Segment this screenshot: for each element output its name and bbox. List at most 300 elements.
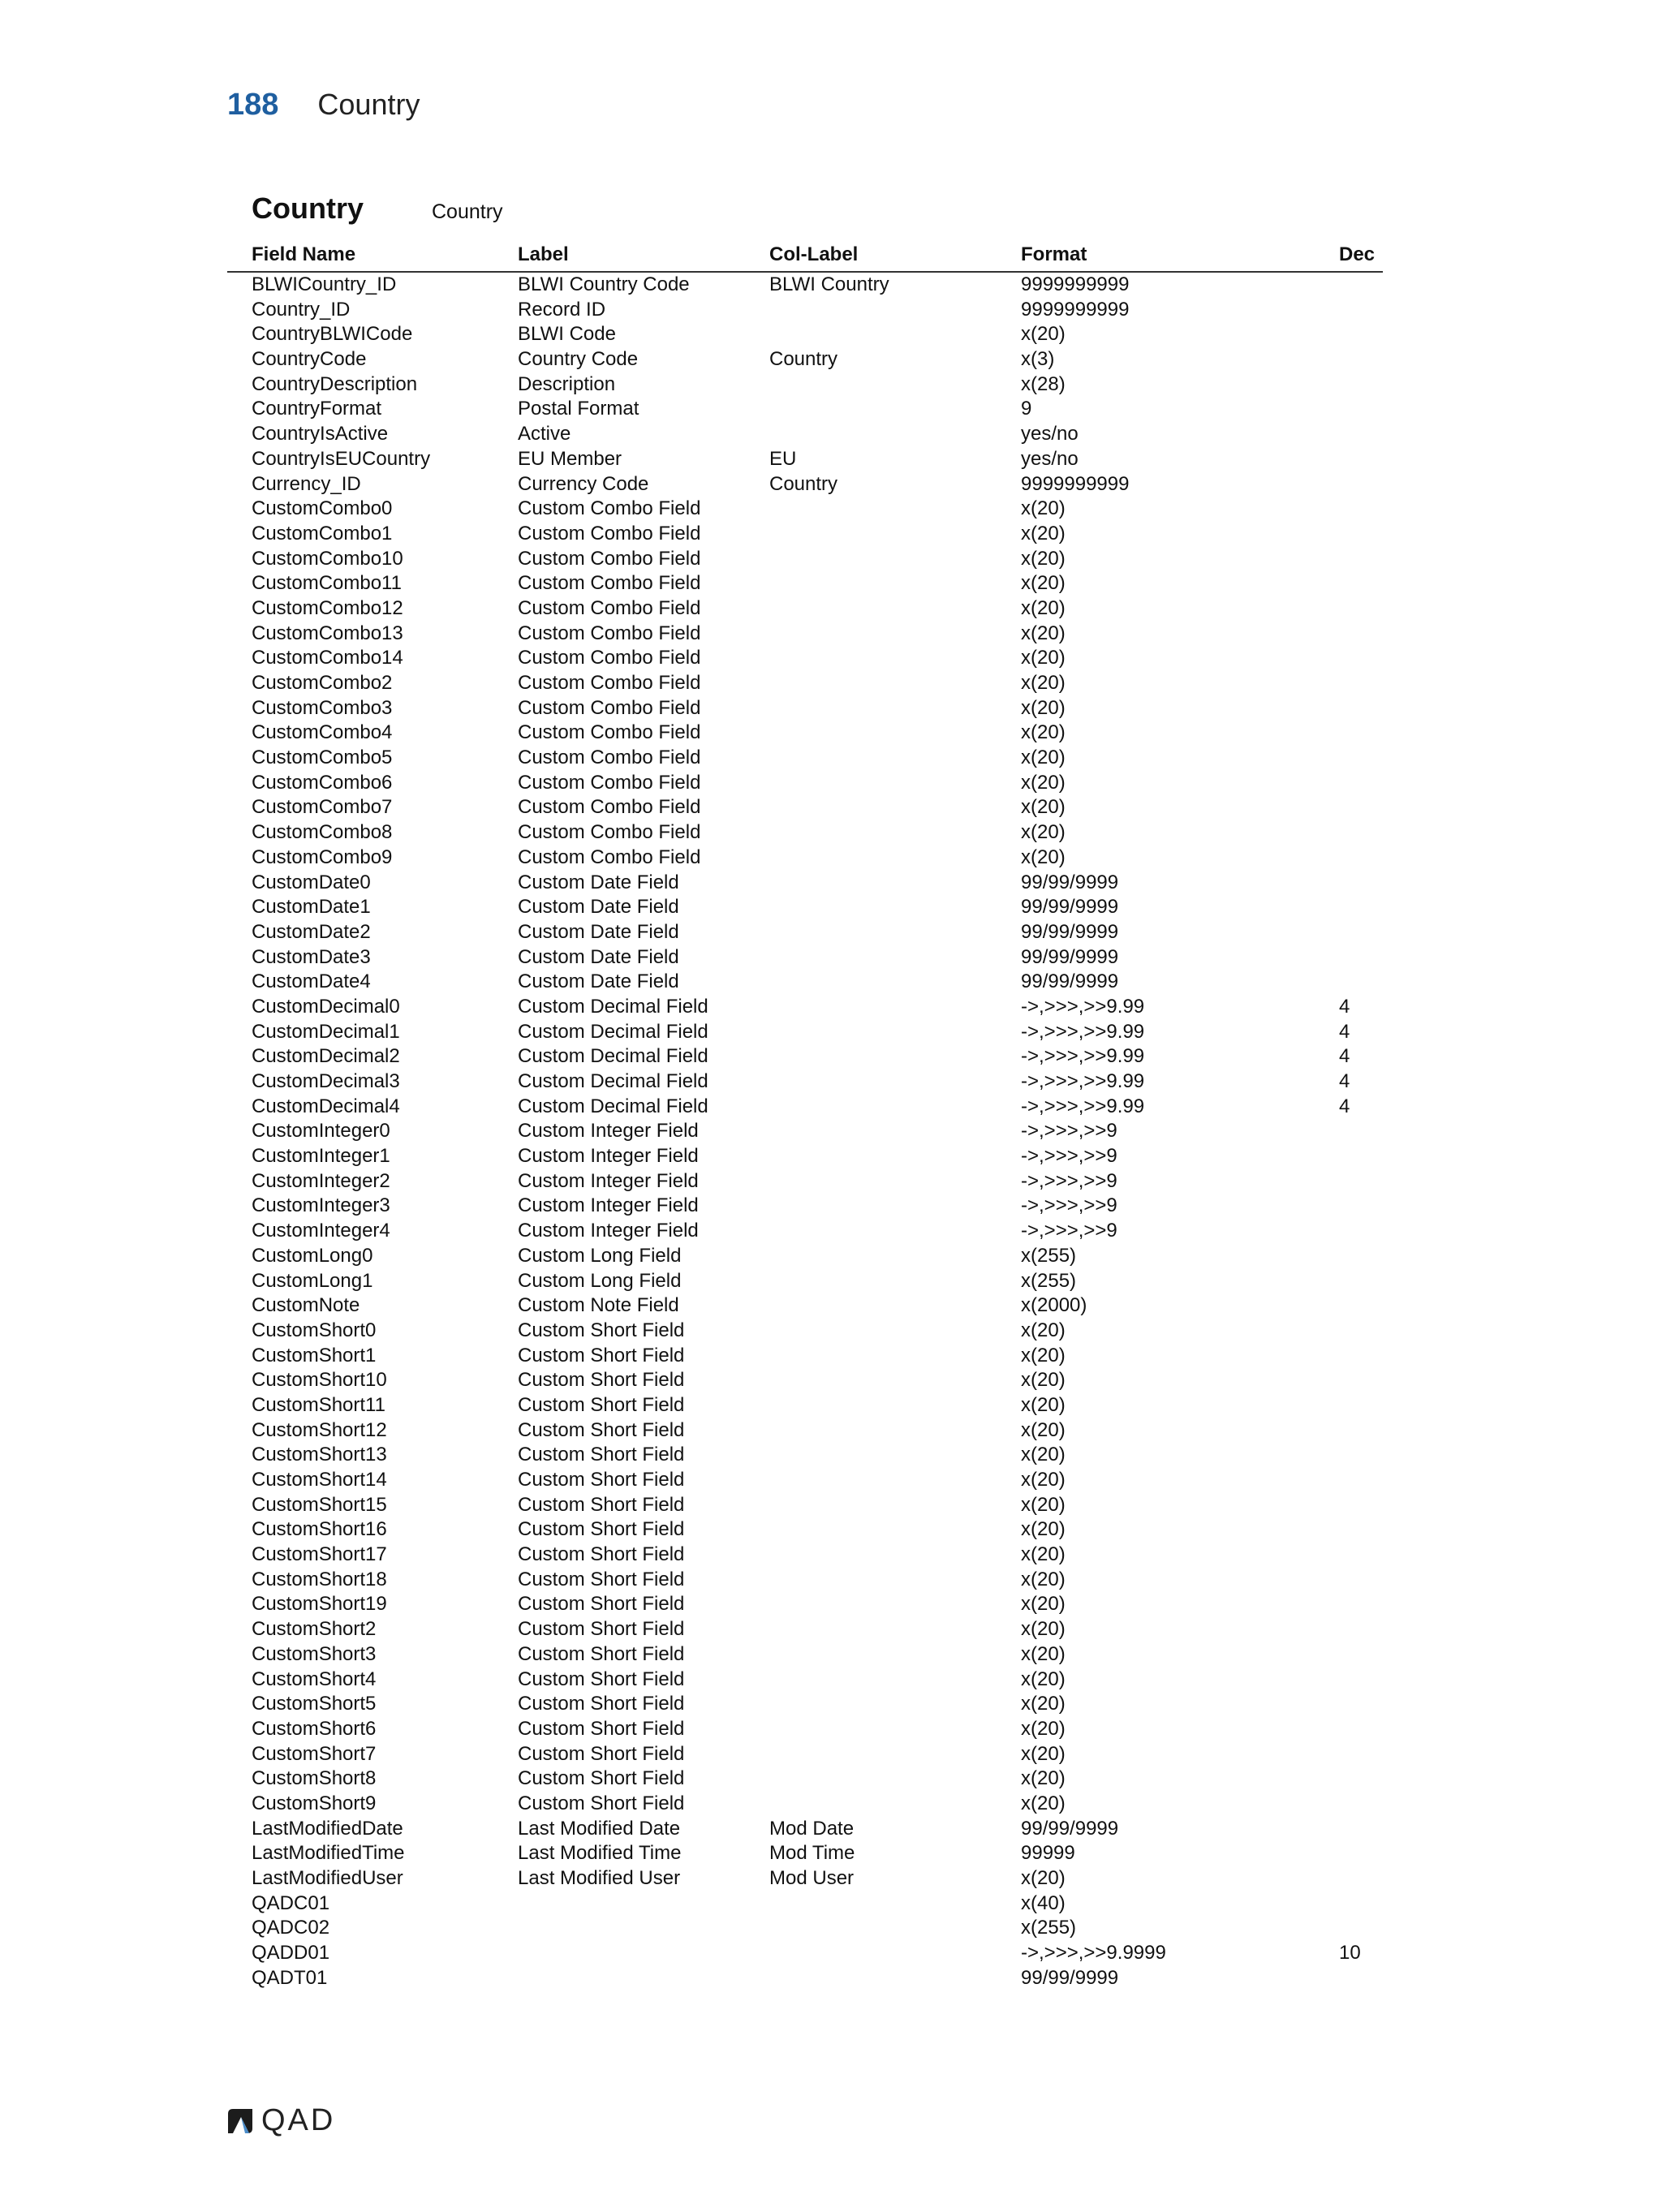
format-cell: x(3): [1021, 348, 1055, 371]
table-row: [227, 1044, 1383, 1069]
format-cell: x(20): [1021, 1543, 1066, 1566]
label-cell: Custom Integer Field: [518, 1169, 699, 1192]
field-name-cell: CustomShort14: [252, 1469, 387, 1491]
label-cell: Custom Short Field: [518, 1518, 685, 1541]
field-name-cell: CustomLong1: [252, 1269, 373, 1292]
field-name-cell: Currency_ID: [252, 472, 361, 495]
label-cell: Custom Short Field: [518, 1618, 685, 1641]
field-name-cell: CountryDescription: [252, 372, 418, 395]
field-name-cell: CustomCombo13: [252, 622, 403, 644]
format-cell: x(20): [1021, 1642, 1066, 1665]
field-name-cell: CustomNote: [252, 1294, 360, 1317]
label-cell: Last Modified Time: [518, 1842, 682, 1865]
table-row: [227, 1194, 1383, 1219]
format-cell: ->,>>>,>>9: [1021, 1120, 1117, 1143]
label-cell: Custom Short Field: [518, 1568, 685, 1590]
field-name-cell: LastModifiedDate: [252, 1817, 403, 1840]
col-label-cell: Country: [769, 472, 838, 495]
field-name-cell: QADD01: [252, 1942, 330, 1965]
table-row: [227, 1095, 1383, 1120]
format-cell: 99/99/9999: [1021, 871, 1119, 893]
field-name-cell: CustomCombo8: [252, 821, 393, 844]
table-row: [227, 696, 1383, 721]
field-name-cell: CustomShort6: [252, 1717, 377, 1740]
label-cell: BLWI Code: [518, 323, 616, 346]
label-cell: Custom Date Field: [518, 970, 679, 993]
table-row: [227, 1293, 1383, 1319]
field-name-cell: CustomShort12: [252, 1418, 387, 1441]
table-row: [227, 1244, 1383, 1269]
field-name-cell: CustomCombo5: [252, 747, 393, 769]
table-row: [227, 721, 1383, 746]
format-cell: x(20): [1021, 1393, 1066, 1416]
field-name-cell: CustomShort11: [252, 1393, 385, 1416]
field-name-cell: LastModifiedTime: [252, 1842, 405, 1865]
format-cell: x(20): [1021, 747, 1066, 769]
dec-cell: 4: [1339, 1095, 1350, 1117]
format-cell: yes/no: [1021, 447, 1079, 470]
label-cell: Country Code: [518, 348, 639, 371]
format-cell: ->,>>>,>>9.99: [1021, 1020, 1145, 1043]
label-cell: Currency Code: [518, 472, 649, 495]
format-cell: ->,>>>,>>9: [1021, 1169, 1117, 1192]
label-cell: BLWI Country Code: [518, 273, 690, 295]
format-cell: x(20): [1021, 622, 1066, 644]
label-cell: Custom Short Field: [518, 1767, 685, 1790]
table-row: [227, 1592, 1383, 1617]
format-cell: x(20): [1021, 796, 1066, 819]
format-cell: x(20): [1021, 771, 1066, 794]
field-name-cell: CountryBLWICode: [252, 323, 413, 346]
logo-text: QAD: [261, 2103, 336, 2137]
format-cell: ->,>>>,>>9.99: [1021, 1070, 1145, 1092]
format-cell: x(255): [1021, 1269, 1077, 1292]
label-cell: Custom Short Field: [518, 1642, 685, 1665]
field-name-cell: CustomCombo9: [252, 846, 393, 868]
label-cell: Custom Short Field: [518, 1393, 685, 1416]
table-row: [227, 1517, 1383, 1543]
column-header-label: Label: [518, 243, 569, 265]
table-row: [227, 1891, 1383, 1917]
label-cell: Custom Short Field: [518, 1543, 685, 1566]
chapter-title: Country: [317, 88, 420, 121]
field-name-cell: CustomInteger2: [252, 1169, 390, 1192]
format-cell: ->,>>>,>>9.99: [1021, 995, 1145, 1018]
format-cell: x(20): [1021, 846, 1066, 868]
table-row: [227, 1144, 1383, 1169]
table-row: [227, 1817, 1383, 1842]
label-cell: Custom Long Field: [518, 1269, 682, 1292]
table-row: [227, 1368, 1383, 1393]
format-cell: ->,>>>,>>9: [1021, 1145, 1117, 1168]
table-row: [227, 347, 1383, 372]
table-row: [227, 1393, 1383, 1418]
label-cell: Custom Long Field: [518, 1244, 682, 1267]
table-row: [227, 1020, 1383, 1045]
label-cell: Custom Integer Field: [518, 1194, 699, 1217]
field-name-cell: CustomShort8: [252, 1767, 377, 1790]
format-cell: x(20): [1021, 1469, 1066, 1491]
field-name-cell: CustomDate0: [252, 871, 371, 893]
label-cell: Custom Combo Field: [518, 796, 701, 819]
label-cell: Custom Short Field: [518, 1344, 685, 1366]
table-row: [227, 746, 1383, 771]
format-cell: x(20): [1021, 497, 1066, 520]
field-name-cell: CustomCombo2: [252, 672, 393, 694]
label-cell: Custom Decimal Field: [518, 1020, 708, 1043]
field-name-cell: CustomShort9: [252, 1792, 377, 1814]
label-cell: Custom Combo Field: [518, 522, 701, 544]
format-cell: x(20): [1021, 1418, 1066, 1441]
table-row: [227, 820, 1383, 846]
format-cell: x(20): [1021, 323, 1066, 346]
table-row: [227, 1468, 1383, 1493]
format-cell: ->,>>>,>>9: [1021, 1220, 1117, 1242]
label-cell: Custom Combo Field: [518, 721, 701, 744]
table-row: [227, 1617, 1383, 1642]
table-row: [227, 1568, 1383, 1593]
table-row: [227, 547, 1383, 572]
table-description: Country: [432, 200, 503, 223]
label-cell: Custom Short Field: [518, 1717, 685, 1740]
format-cell: 99/99/9999: [1021, 920, 1119, 943]
format-cell: 99/99/9999: [1021, 1966, 1119, 1989]
field-name-cell: CountryCode: [252, 348, 367, 371]
label-cell: Custom Combo Field: [518, 647, 701, 669]
format-cell: ->,>>>,>>9: [1021, 1194, 1117, 1217]
format-cell: 99/99/9999: [1021, 945, 1119, 968]
format-cell: ->,>>>,>>9.99: [1021, 1095, 1145, 1117]
field-name-cell: CustomCombo14: [252, 647, 403, 669]
table-row: [227, 322, 1383, 347]
label-cell: Custom Short Field: [518, 1668, 685, 1690]
format-cell: x(20): [1021, 572, 1066, 595]
label-cell: Custom Combo Field: [518, 696, 701, 719]
format-cell: 99999: [1021, 1842, 1075, 1865]
field-name-cell: CustomShort0: [252, 1319, 377, 1341]
table-row: [227, 397, 1383, 422]
field-name-cell: CustomShort17: [252, 1543, 387, 1566]
table-row: [227, 895, 1383, 920]
format-cell: x(20): [1021, 672, 1066, 694]
format-cell: x(255): [1021, 1244, 1077, 1267]
format-cell: 9999999999: [1021, 472, 1130, 495]
table-row: [227, 795, 1383, 820]
label-cell: Custom Integer Field: [518, 1120, 699, 1143]
format-cell: 99/99/9999: [1021, 970, 1119, 993]
column-header-field-name: Field Name: [252, 243, 356, 265]
label-cell: Custom Decimal Field: [518, 995, 708, 1018]
field-name-cell: CustomShort2: [252, 1618, 377, 1641]
format-cell: 99/99/9999: [1021, 1817, 1119, 1840]
format-cell: x(20): [1021, 547, 1066, 570]
label-cell: Custom Combo Field: [518, 747, 701, 769]
field-name-cell: Country_ID: [252, 298, 351, 321]
field-table: [227, 242, 1383, 1990]
field-name-cell: CustomShort10: [252, 1369, 387, 1392]
label-cell: Custom Decimal Field: [518, 1045, 708, 1068]
format-cell: x(20): [1021, 522, 1066, 544]
label-cell: Custom Integer Field: [518, 1220, 699, 1242]
table-row: [227, 1941, 1383, 1966]
label-cell: Custom Date Field: [518, 871, 679, 893]
table-row: [227, 1219, 1383, 1244]
field-name-cell: QADC02: [252, 1917, 330, 1939]
table-row: [227, 298, 1383, 323]
page-header: [227, 88, 420, 123]
column-header-format: Format: [1021, 243, 1087, 265]
field-name-cell: CustomDate4: [252, 970, 371, 993]
format-cell: x(20): [1021, 1568, 1066, 1590]
table-row: [227, 1742, 1383, 1767]
format-cell: x(20): [1021, 1344, 1066, 1366]
format-cell: x(20): [1021, 1618, 1066, 1641]
label-cell: Custom Combo Field: [518, 497, 701, 520]
label-cell: Description: [518, 372, 616, 395]
label-cell: Custom Decimal Field: [518, 1095, 708, 1117]
table-body: [227, 273, 1383, 1990]
field-name-cell: CustomShort5: [252, 1693, 377, 1715]
label-cell: Custom Short Field: [518, 1418, 685, 1441]
label-cell: Custom Combo Field: [518, 821, 701, 844]
table-row: [227, 1767, 1383, 1792]
table-row: [227, 1692, 1383, 1717]
format-cell: x(20): [1021, 647, 1066, 669]
field-name-cell: CustomShort1: [252, 1344, 377, 1366]
field-name-cell: QADT01: [252, 1966, 328, 1989]
format-cell: x(20): [1021, 1319, 1066, 1341]
format-cell: x(20): [1021, 696, 1066, 719]
col-label-cell: Mod Time: [769, 1842, 855, 1865]
dec-cell: 4: [1339, 995, 1350, 1018]
format-cell: x(20): [1021, 1742, 1066, 1765]
dec-cell: 4: [1339, 1045, 1350, 1068]
field-name-cell: CustomCombo0: [252, 497, 393, 520]
table-row: [227, 372, 1383, 398]
label-cell: Custom Short Field: [518, 1319, 685, 1341]
field-name-cell: CustomInteger4: [252, 1220, 390, 1242]
dec-cell: 10: [1339, 1942, 1361, 1965]
col-label-cell: Mod User: [769, 1867, 855, 1889]
label-cell: Custom Date Field: [518, 945, 679, 968]
table-row: [227, 1668, 1383, 1693]
format-cell: ->,>>>,>>9.9999: [1021, 1942, 1166, 1965]
label-cell: Custom Combo Field: [518, 572, 701, 595]
format-cell: x(20): [1021, 1668, 1066, 1690]
label-cell: Custom Date Field: [518, 896, 679, 919]
field-name-cell: CustomDecimal0: [252, 995, 400, 1018]
format-cell: x(20): [1021, 1493, 1066, 1516]
label-cell: Custom Decimal Field: [518, 1070, 708, 1092]
table-row: [227, 596, 1383, 622]
table-row: [227, 422, 1383, 447]
format-cell: x(20): [1021, 1717, 1066, 1740]
table-row: [227, 945, 1383, 970]
label-cell: Custom Short Field: [518, 1469, 685, 1491]
col-label-cell: BLWI Country: [769, 273, 889, 295]
label-cell: Custom Combo Field: [518, 846, 701, 868]
field-name-cell: CustomDecimal4: [252, 1095, 400, 1117]
table-row: [227, 1717, 1383, 1742]
col-label-cell: Mod Date: [769, 1817, 855, 1840]
col-label-cell: EU: [769, 447, 797, 470]
label-cell: Custom Short Field: [518, 1742, 685, 1765]
format-cell: x(20): [1021, 721, 1066, 744]
label-cell: Custom Note Field: [518, 1294, 679, 1317]
field-name-cell: QADC01: [252, 1891, 330, 1914]
format-cell: 9999999999: [1021, 298, 1130, 321]
format-cell: x(20): [1021, 821, 1066, 844]
label-cell: Custom Short Field: [518, 1369, 685, 1392]
format-cell: x(20): [1021, 1444, 1066, 1466]
table-row: [227, 1841, 1383, 1866]
qad-logo-icon: [226, 2107, 255, 2136]
field-name-cell: CustomDecimal2: [252, 1045, 400, 1068]
table-row: [227, 447, 1383, 472]
table-row: [227, 1269, 1383, 1294]
format-cell: x(255): [1021, 1917, 1077, 1939]
table-row: [227, 522, 1383, 547]
format-cell: x(40): [1021, 1891, 1066, 1914]
table-row: [227, 273, 1383, 298]
table-row: [227, 497, 1383, 522]
footer-logo: [226, 2103, 335, 2138]
label-cell: Custom Combo Field: [518, 596, 701, 619]
field-name-cell: CustomCombo6: [252, 771, 393, 794]
field-name-cell: CustomShort7: [252, 1742, 377, 1765]
label-cell: Custom Combo Field: [518, 547, 701, 570]
table-row: [227, 1792, 1383, 1817]
table-row: [227, 846, 1383, 871]
field-name-cell: CustomLong0: [252, 1244, 373, 1267]
field-name-cell: CustomCombo7: [252, 796, 393, 819]
table-row: [227, 920, 1383, 945]
table-row: [227, 1418, 1383, 1444]
field-name-cell: CustomDate1: [252, 896, 371, 919]
label-cell: Record ID: [518, 298, 606, 321]
format-cell: x(28): [1021, 372, 1066, 395]
table-row: [227, 472, 1383, 497]
table-row: [227, 1916, 1383, 1941]
field-name-cell: CustomCombo11: [252, 572, 402, 595]
table-row: [227, 1866, 1383, 1891]
table-header-row: [227, 242, 1383, 273]
field-name-cell: CustomCombo1: [252, 522, 393, 544]
table-row: [227, 1966, 1383, 1991]
field-name-cell: CustomShort3: [252, 1642, 377, 1665]
table-row: [227, 995, 1383, 1020]
table-row: [227, 571, 1383, 596]
field-name-cell: CustomInteger3: [252, 1194, 390, 1217]
label-cell: Custom Combo Field: [518, 622, 701, 644]
table-row: [227, 671, 1383, 696]
label-cell: Custom Short Field: [518, 1444, 685, 1466]
format-cell: 9: [1021, 398, 1032, 420]
format-cell: x(20): [1021, 1693, 1066, 1715]
label-cell: Postal Format: [518, 398, 639, 420]
col-label-cell: Country: [769, 348, 838, 371]
table-row: [227, 1543, 1383, 1568]
table-row: [227, 1344, 1383, 1369]
table-row: [227, 646, 1383, 671]
label-cell: Custom Integer Field: [518, 1145, 699, 1168]
table-row: [227, 970, 1383, 995]
table-row: [227, 1443, 1383, 1468]
format-cell: x(20): [1021, 596, 1066, 619]
table-row: [227, 1319, 1383, 1344]
field-name-cell: CustomShort19: [252, 1593, 387, 1616]
table-row: [227, 1493, 1383, 1518]
field-name-cell: CustomCombo4: [252, 721, 393, 744]
table-row: [227, 1069, 1383, 1095]
field-name-cell: CustomCombo3: [252, 696, 393, 719]
label-cell: Last Modified User: [518, 1867, 681, 1889]
field-name-cell: CustomCombo12: [252, 596, 403, 619]
table-heading: [252, 192, 503, 226]
label-cell: Custom Date Field: [518, 920, 679, 943]
label-cell: Custom Short Field: [518, 1493, 685, 1516]
format-cell: x(20): [1021, 1867, 1066, 1889]
label-cell: Active: [518, 423, 571, 445]
field-name-cell: CustomShort13: [252, 1444, 387, 1466]
format-cell: 99/99/9999: [1021, 896, 1119, 919]
format-cell: 9999999999: [1021, 273, 1130, 295]
field-name-cell: CustomInteger1: [252, 1145, 390, 1168]
label-cell: Custom Short Field: [518, 1693, 685, 1715]
field-name-cell: CountryIsActive: [252, 423, 389, 445]
label-cell: Custom Short Field: [518, 1593, 685, 1616]
table-title: Country: [252, 192, 364, 225]
label-cell: Custom Combo Field: [518, 672, 701, 694]
page-number: 188: [227, 88, 279, 122]
format-cell: x(20): [1021, 1767, 1066, 1790]
table-row: [227, 1119, 1383, 1144]
dec-cell: 4: [1339, 1070, 1350, 1092]
table-row: [227, 871, 1383, 896]
field-name-cell: BLWICountry_ID: [252, 273, 397, 295]
field-name-cell: CountryIsEUCountry: [252, 447, 431, 470]
format-cell: x(20): [1021, 1518, 1066, 1541]
field-name-cell: CustomInteger0: [252, 1120, 390, 1143]
field-name-cell: CustomShort16: [252, 1518, 387, 1541]
column-header-dec: Dec: [1339, 243, 1376, 265]
field-name-cell: CustomShort15: [252, 1493, 387, 1516]
field-name-cell: CustomDecimal3: [252, 1070, 400, 1092]
field-name-cell: CustomCombo10: [252, 547, 403, 570]
table-row: [227, 622, 1383, 647]
field-name-cell: CustomDate2: [252, 920, 371, 943]
field-name-cell: CustomShort4: [252, 1668, 377, 1690]
field-name-cell: LastModifiedUser: [252, 1867, 403, 1889]
field-name-cell: CustomShort18: [252, 1568, 387, 1590]
table-row: [227, 771, 1383, 796]
format-cell: yes/no: [1021, 423, 1079, 445]
format-cell: x(2000): [1021, 1294, 1087, 1317]
dec-cell: 4: [1339, 1020, 1350, 1043]
table-row: [227, 1642, 1383, 1668]
table-row: [227, 1169, 1383, 1194]
format-cell: ->,>>>,>>9.99: [1021, 1045, 1145, 1068]
label-cell: Last Modified Date: [518, 1817, 681, 1840]
field-name-cell: CustomDecimal1: [252, 1020, 400, 1043]
column-header-col-label: Col-Label: [769, 243, 859, 265]
label-cell: EU Member: [518, 447, 622, 470]
label-cell: Custom Short Field: [518, 1792, 685, 1814]
field-name-cell: CustomDate3: [252, 945, 371, 968]
format-cell: x(20): [1021, 1792, 1066, 1814]
format-cell: x(20): [1021, 1593, 1066, 1616]
label-cell: Custom Combo Field: [518, 771, 701, 794]
